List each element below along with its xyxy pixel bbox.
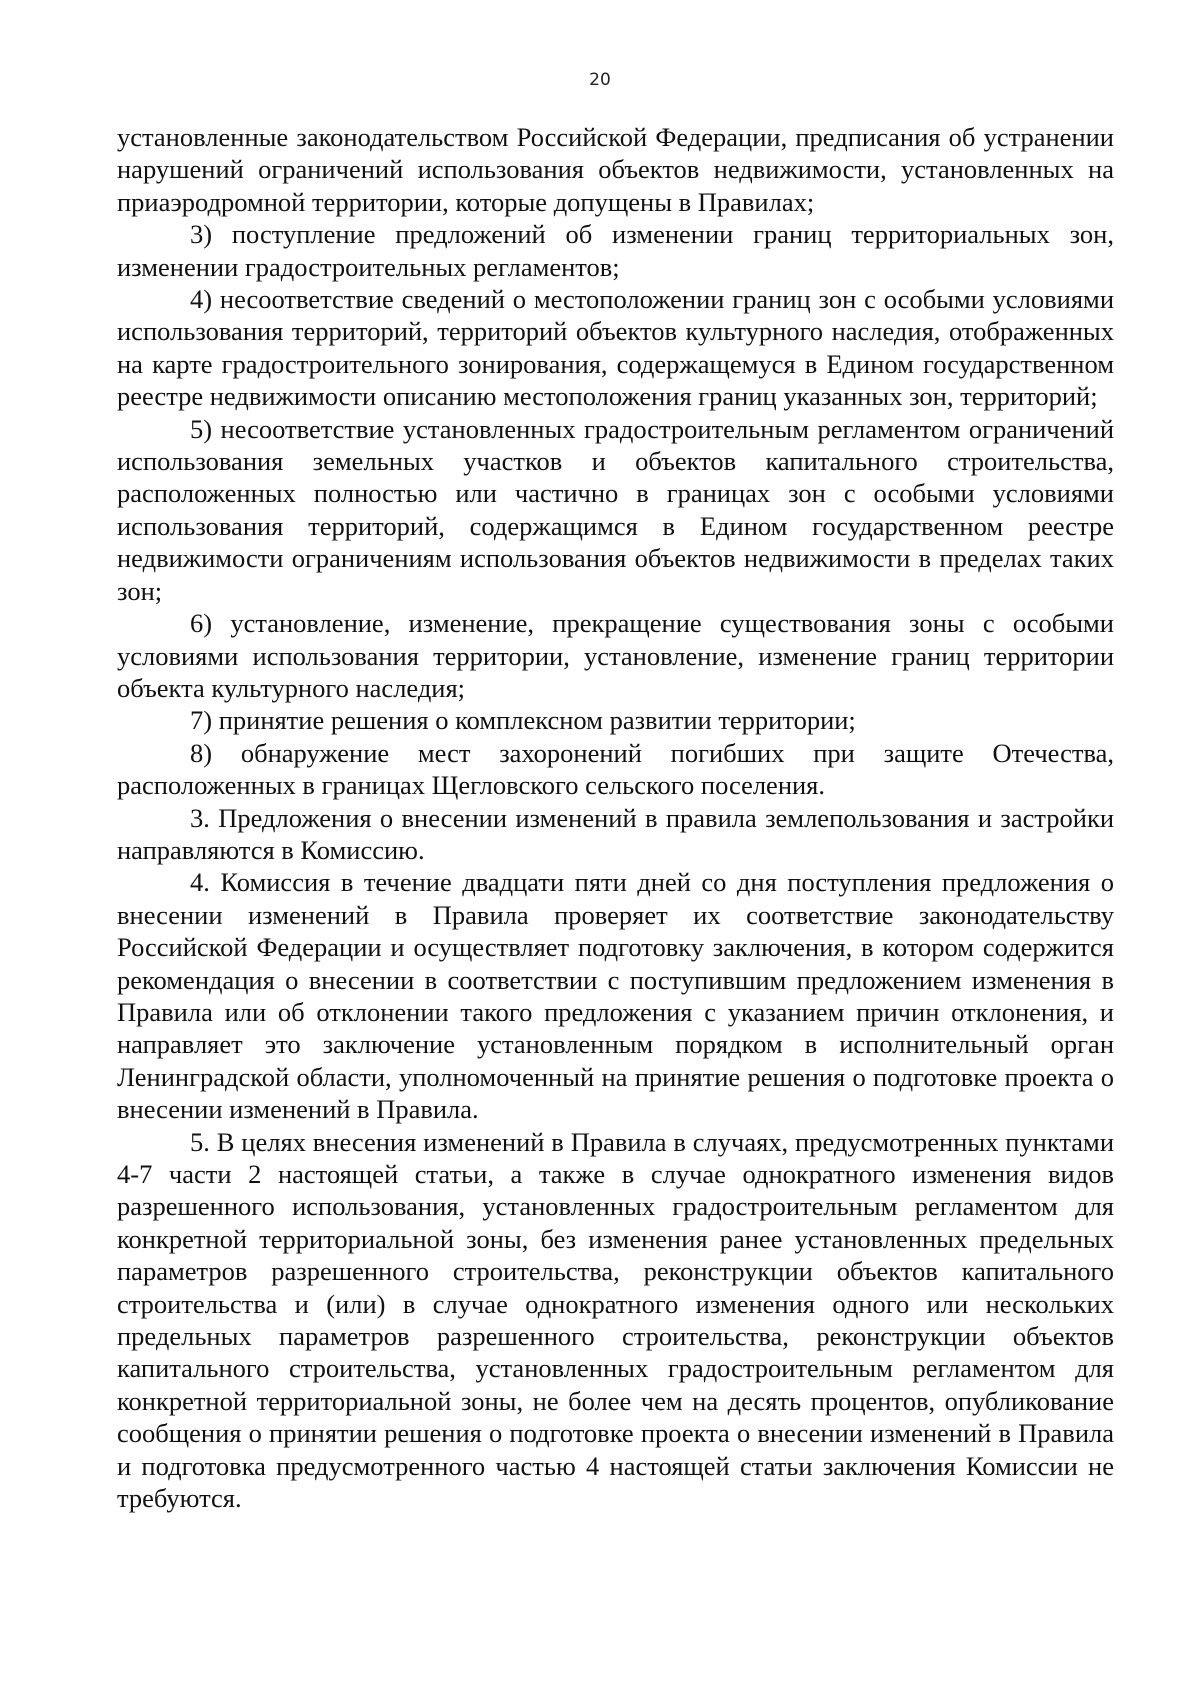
paragraph-item-4: 4) несоответствие сведений о местоположении границ зон с особыми условиями использования территорий, территорий объектов культурного наследия, отображенных на карте градостроительного зонирования, содержащемуся в Едином государственном реестре недвижимости описанию местоположения границ указанных зон, территорий; bbox=[117, 284, 1114, 412]
paragraph-section-5: 5. В целях внесения изменений в Правила в случаях, предусмотренных пунктами 4-7 части 2 настоящей статьи, а также в случае однократного изменения видов разрешенного использования, установленных градостроительным регламентом для конкретной территориальной зоны, без изменения ранее установленных предельных параметров разрешенного строительства, реконструкции объектов капитального строительства и (или) в случае однократного изменения одного или нескольких предельных параметров разрешенного строительства, реконструкции объектов капитального строительства, установленных градостроительным регламентом для конкретной территориальной зоны, не более чем на десять процентов, опубликование сообщения о принятии решения о подготовке проекта о внесении изменений в Правила и подготовка предусмотренного частью 4 настоящей статьи заключения Комиссии не требуются. bbox=[117, 1126, 1114, 1514]
paragraph-item-3: 3) поступление предложений об изменении границ территориальных зон, изменении градостроительных регламентов; bbox=[117, 219, 1114, 282]
paragraph-item-5: 5) несоответствие установленных градостроительным регламентом ограничений использования земельных участков и объектов капитального строительства, расположенных полностью или частично в границах зон с особыми условиями использования территорий, содержащимся в Едином государственном реестре недвижимости ограничениям использования объектов недвижимости в пределах таких зон; bbox=[117, 413, 1114, 606]
paragraph-section-4: 4. Комиссия в течение двадцати пяти дней со дня поступления предложения о внесении изменений в Правила проверяет их соответствие законодательству Российской Федерации и осуществляет подготовку заключения, в котором содержится рекомендация о внесении в соответствии с поступившим предложением изменения в Правила или об отклонении такого предложения с указанием причин отклонения, и направляет это заключение установленным порядком в исполнительный орган Ленинградской области, уполномоченный на принятие решения о подготовке проекта о внесении изменений в Правила. bbox=[117, 867, 1114, 1125]
paragraph-item-8: 8) обнаружение мест захоронений погибших при защите Отечества, расположенных в границах Щегловского сельского поселения. bbox=[117, 737, 1114, 801]
paragraph-continuation: установленные законодательством Российской Федерации, предписания об устранении нарушений ограничений использования объектов недвижимости, установленных на приаэродромной территории, которые допущены в Правилах; bbox=[117, 122, 1114, 217]
document-body bbox=[117, 121, 1114, 1514]
paragraph-section-3: 3. Предложения о внесении изменений в правила землепользования и застройки направляются в Комиссию. bbox=[117, 802, 1114, 865]
page-number: 20 bbox=[589, 70, 611, 90]
paragraph-item-6: 6) установление, изменение, прекращение существования зоны с особыми условиями использования территории, установление, изменение границ территории объекта культурного наследия; bbox=[117, 608, 1114, 703]
paragraph-item-7: 7) принятие решения о комплексном развитии территории; bbox=[190, 705, 856, 736]
